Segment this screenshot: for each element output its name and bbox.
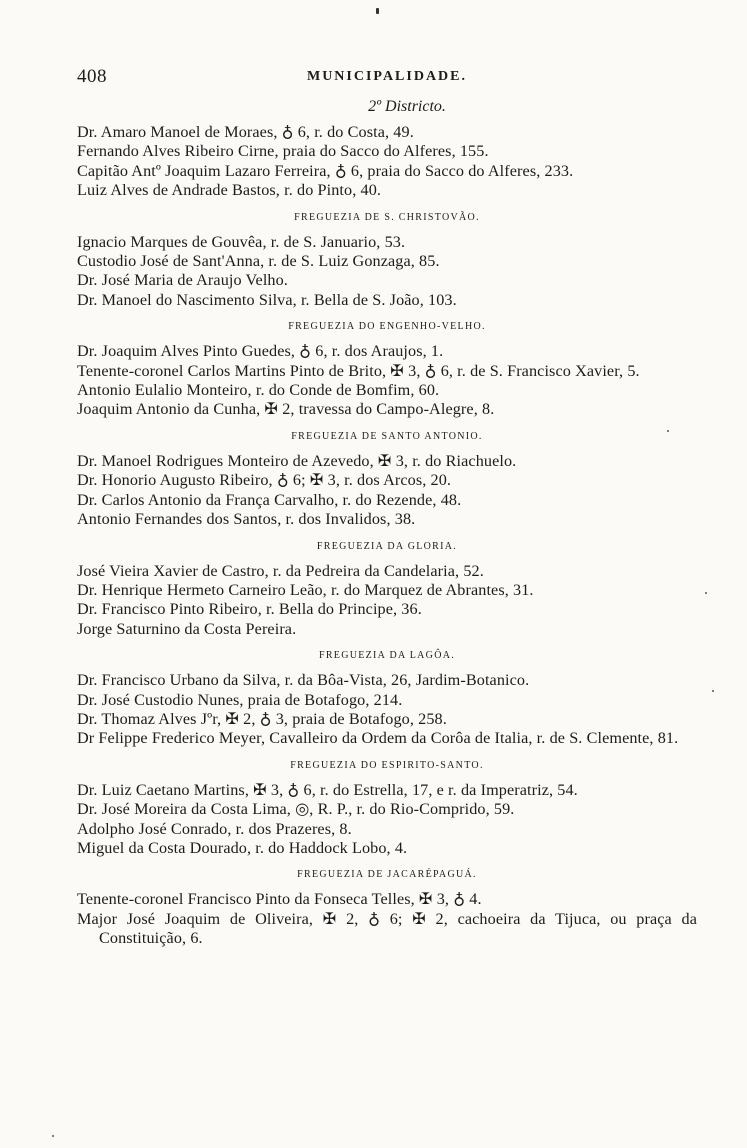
section-espirito-santo bbox=[77, 759, 697, 859]
print-speck bbox=[705, 592, 707, 594]
list-entry: Luiz Alves de Andrade Bastos, r. do Pinto, 40. bbox=[77, 181, 382, 200]
list-entry: Adolpho José Conrado, r. dos Prazeres, 8. bbox=[77, 819, 352, 838]
print-speck bbox=[52, 1135, 54, 1137]
list-entry: Dr. Francisco Urbano da Silva, r. da Bôa-Vista, 26, Jardim-Botanico. bbox=[77, 671, 530, 690]
parish-title: FREGUEZIA DE JACARÉPAGUÁ. bbox=[297, 869, 477, 881]
list-entry: Antonio Fernandes dos Santos, r. dos Invalidos, 38. bbox=[77, 510, 416, 529]
list-entry: Tenente-coronel Carlos Martins Pinto de Brito, ✠ 3, ♁ 6, r. de S. Francisco Xavier, 5. bbox=[77, 361, 640, 380]
section-district-members bbox=[77, 123, 697, 201]
list-entry: Fernando Alves Ribeiro Cirne, praia do Sacco do Alferes, 155. bbox=[77, 142, 489, 161]
list-entry: Dr. Honorio Augusto Ribeiro, ♁ 6; ✠ 3, r. dos Arcos, 20. bbox=[77, 471, 452, 490]
list-entry: Antonio Eulalio Monteiro, r. do Conde de Bomfim, 60. bbox=[77, 381, 440, 400]
list-entry: Dr. Francisco Pinto Ribeiro, r. Bella do Principe, 36. bbox=[77, 600, 422, 619]
page-header bbox=[77, 66, 697, 92]
district-heading: 2º Districto. bbox=[368, 98, 446, 115]
list-entry: Dr. Carlos Antonio da França Carvalho, r. do Rezende, 48. bbox=[77, 490, 462, 509]
list-entry: Tenente-coronel Francisco Pinto da Fonseca Telles, ✠ 3, ♁ 4. bbox=[77, 890, 482, 909]
list-entry: Ignacio Marques de Gouvêa, r. de S. Januario, 53. bbox=[77, 232, 406, 251]
section-santo-antonio bbox=[77, 430, 697, 530]
list-entry: Dr. Luiz Caetano Martins, ✠ 3, ♁ 6, r. do Estrella, 17, e r. da Imperatriz, 54. bbox=[77, 780, 578, 799]
parish-title: FREGUEZIA DE S. CHRISTOVÃO. bbox=[294, 211, 480, 223]
section-jacarepagua bbox=[77, 868, 697, 948]
section-engenho-velho bbox=[77, 320, 697, 420]
print-speck bbox=[712, 690, 714, 692]
list-entry: Dr. Joaquim Alves Pinto Guedes, ♁ 6, r. dos Araujos, 1. bbox=[77, 342, 444, 361]
list-entry: Dr. José Custodio Nunes, praia de Botafogo, 214. bbox=[77, 690, 403, 709]
list-entry: Dr. Manoel do Nascimento Silva, r. Bella de S. João, 103. bbox=[77, 290, 457, 309]
page-body bbox=[77, 97, 697, 949]
list-entry: Custodio José de Sant'Anna, r. de S. Luiz Gonzaga, 85. bbox=[77, 252, 440, 271]
page-number: 408 bbox=[77, 66, 107, 87]
list-entry: Dr. José Maria de Araujo Velho. bbox=[77, 271, 288, 290]
list-entry: Major José Joaquim de Oliveira, ✠ 2, ♁ 6; ✠ 2, cachoeira da Tijuca, ou praça da Constituição, 6. bbox=[77, 909, 697, 948]
running-title: MUNICIPALIDADE. bbox=[306, 69, 468, 84]
print-speck bbox=[667, 430, 669, 432]
parish-title: FREGUEZIA DA GLORIA. bbox=[316, 540, 458, 552]
list-entry: Miguel da Costa Dourado, r. do Haddock Lobo, 4. bbox=[77, 838, 408, 857]
list-entry: Joaquim Antonio da Cunha, ✠ 2, travessa do Campo-Alegre, 8. bbox=[77, 400, 495, 419]
section-lagoa bbox=[77, 649, 697, 749]
section-s-christovao bbox=[77, 211, 697, 311]
parish-title: FREGUEZIA DO ENGENHO-VELHO. bbox=[288, 321, 486, 333]
list-entry: Dr. José Moreira da Costa Lima, ◎, R. P., r. do Rio-Comprido, 59. bbox=[77, 800, 515, 819]
list-entry: Dr. Thomaz Alves Jºr, ✠ 2, ♁ 3, praia de Botafogo, 258. bbox=[77, 709, 447, 728]
parish-title: FREGUEZIA DE SANTO ANTONIO. bbox=[291, 430, 483, 442]
list-entry: Jorge Saturnino da Costa Pereira. bbox=[77, 619, 297, 638]
list-entry: Dr. Manoel Rodrigues Monteiro de Azevedo, ✠ 3, r. do Riachuelo. bbox=[77, 451, 517, 470]
list-entry: Dr Felippe Frederico Meyer, Cavalleiro da Ordem da Corôa de Italia, r. de S. Clemente, 81. bbox=[77, 729, 679, 748]
parish-title: FREGUEZIA DO ESPIRITO-SANTO. bbox=[290, 759, 484, 771]
list-entry: Dr. Henrique Hermeto Carneiro Leão, r. do Marquez de Abrantes, 31. bbox=[77, 580, 534, 599]
parish-title: FREGUEZIA DA LAGÔA. bbox=[318, 650, 456, 662]
list-entry: Capitão Antº Joaquim Lazaro Ferreira, ♁ 6, praia do Sacco do Alferes, 233. bbox=[77, 161, 574, 180]
list-entry: Dr. Amaro Manoel de Moraes, ♁ 6, r. do Costa, 49. bbox=[77, 123, 414, 141]
section-gloria bbox=[77, 540, 697, 640]
list-entry: José Vieira Xavier de Castro, r. da Pedreira da Candelaria, 52. bbox=[77, 561, 484, 580]
print-speck bbox=[376, 8, 379, 14]
